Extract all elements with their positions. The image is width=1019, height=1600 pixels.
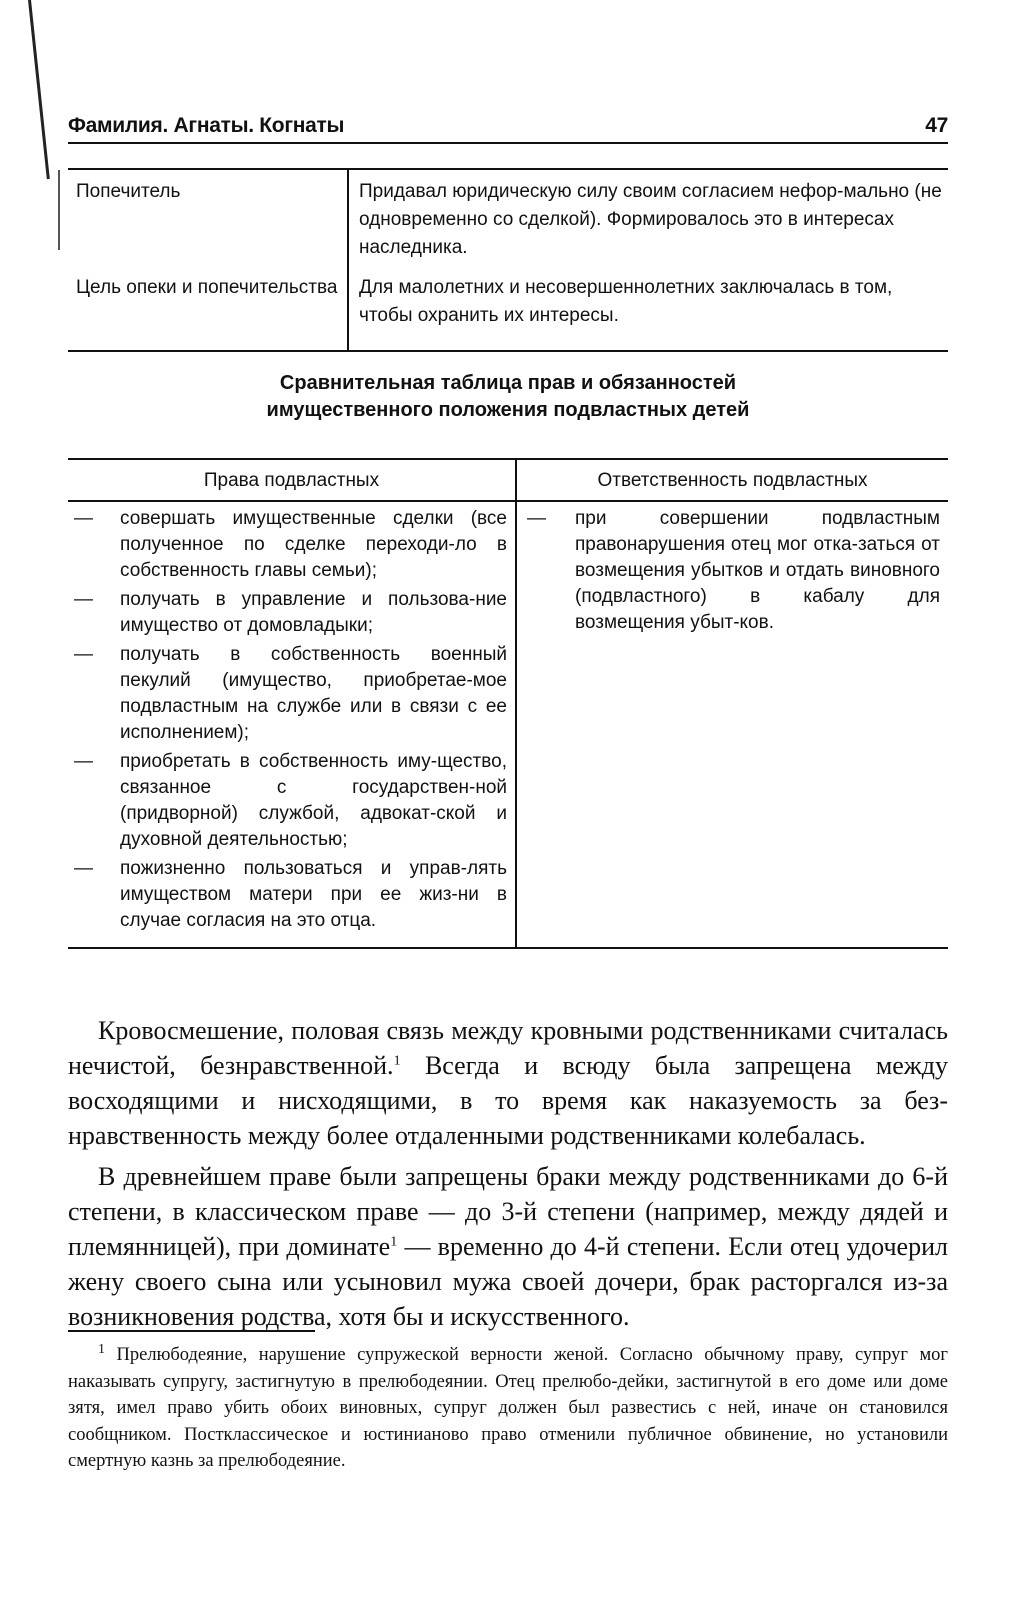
list-item-text: получать в управление и пользова-ние имущество от домовладыки;: [120, 589, 507, 636]
footnote: [68, 1342, 948, 1475]
list-dash: —: [74, 589, 93, 610]
running-header: [68, 112, 948, 144]
title-line: Сравнительная таблица прав и обязанностей: [279, 372, 737, 394]
column-header-liability: Ответственность подвластных: [515, 460, 948, 500]
paragraph-text: В древнейшем праве были запрещены браки между родственниками до 6-й степени, в классическом праве — до 3-й степени (например, между дядей и племянницей), при доминате: [68, 1162, 948, 1261]
paragraph: [68, 1013, 948, 1153]
column-header-rights: Права подвластных: [203, 470, 380, 491]
comparison-table: [68, 458, 948, 949]
table-row: [68, 170, 948, 268]
list-dash: —: [74, 644, 93, 665]
comparison-table-title: [68, 370, 948, 424]
paragraph-text: Всегда и всюду была запрещена между восходящими и нисходящими, в то время как наказуемость за без-нравственность между более отдаленными родственниками колебалась.: [68, 1051, 949, 1150]
paragraph-text: — временно до 4-й степени. Если отец удочерил жену своего сына или усыновил мужа своей дочери, брак расторгался из-за возникновения родства, хотя бы и искусственного.: [68, 1232, 948, 1331]
list-dash: —: [74, 751, 93, 772]
list-dash: —: [74, 508, 93, 529]
table-header-row: [68, 460, 948, 502]
body-text: [68, 1013, 948, 1340]
footnote-divider: [68, 1330, 315, 1332]
scan-edge-mark: [28, 0, 50, 179]
list-item-text: совершать имущественные сделки (все полученное по сделке переходи-ло в собственность главы семьи);: [120, 508, 507, 581]
definitions-table: [68, 168, 948, 352]
paragraph-text: Кровосмешение, половая связь между кровными родственниками считалась нечистой, безнравственной.: [68, 1016, 948, 1080]
list-item: [68, 587, 507, 639]
definition-cell: Для малолетних и несовершеннолетних заключалась в том, чтобы охранить их интересы.: [347, 268, 948, 350]
footnote-marker: 1: [98, 1341, 105, 1357]
footnote-ref[interactable]: 1: [393, 1053, 401, 1069]
scan-edge-mark: [58, 170, 60, 250]
list-item-text: приобретать в собственность иму-щество, связанное с государствен-ной (придворной) службой, адвокат-ской и духовной деятельностью;: [120, 751, 507, 850]
footnote-ref[interactable]: 1: [390, 1234, 398, 1250]
list-item: [517, 506, 940, 636]
list-item-text: пожизненно пользоваться и управ-лять имуществом матери при ее жиз-ни в случае согласия на это отца.: [120, 858, 507, 931]
page-number: 47: [925, 114, 948, 137]
table-row: [68, 268, 948, 350]
header-title: Фамилия. Агнаты. Когнаты: [68, 114, 345, 137]
definition-cell: Придавал юридическую силу своим согласием нефор-мально (не одновременно со сделкой). Формировалось это в интересах наследника.: [347, 170, 948, 268]
term-cell: Попечитель: [76, 181, 181, 202]
paragraph: [68, 1159, 948, 1334]
list-item-text: при совершении подвластным правонарушения отец мог отка-заться от возмещения убытков и отдать виновного (подвластного) в кабалу для возмещения убыт-ков.: [575, 508, 940, 633]
table-body: [68, 502, 948, 947]
title-line: имущественного положения подвластных детей: [266, 399, 750, 421]
list-item: [68, 749, 507, 853]
list-dash: —: [527, 508, 546, 529]
list-dash: —: [74, 858, 93, 879]
rights-column: [68, 502, 515, 947]
list-item: [68, 642, 507, 746]
term-cell: Цель опеки и попечительства: [76, 277, 338, 298]
list-item-text: получать в собственность военный пекулий (имущество, приобретае-мое подвластным на службе или в связи с ее исполнением);: [120, 644, 507, 743]
list-item: [68, 856, 507, 934]
list-item: [68, 506, 507, 584]
liability-column: [515, 502, 948, 947]
footnote-text: Прелюбодеяние, нарушение супружеской верности женой. Согласно обычному праву, супруг мог наказывать супругу, застигнутую в прелюбодеянии. Отец прелюбо-дейки, застигнутой в его доме или доме зятя, имел право убить обоих виновных, супруг должен был развестись с ней, иначе он становился сообщником. Постклассическое и юстинианово право отменили публичное обвинение, но установили смертную казнь за прелюбодеяние.: [68, 1345, 948, 1471]
